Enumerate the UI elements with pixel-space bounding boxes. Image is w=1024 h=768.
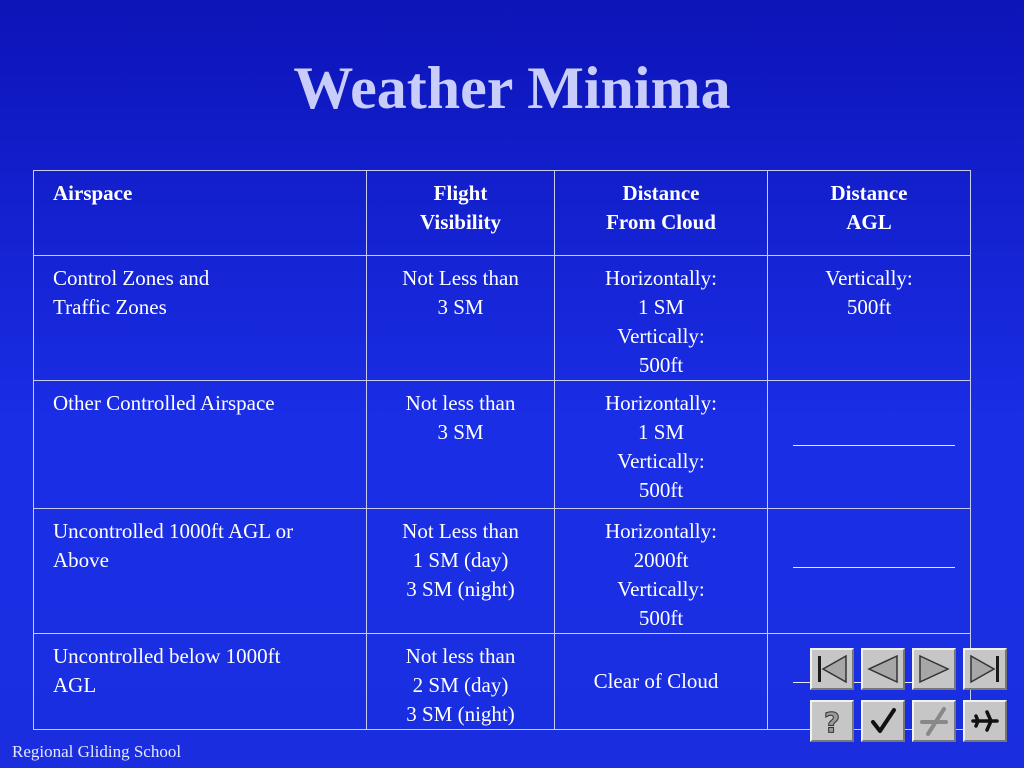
svg-text:?: ?	[823, 706, 841, 739]
cell-airspace: Uncontrolled 1000ft AGL or Above	[34, 509, 367, 634]
blank-line	[793, 567, 955, 568]
cell-airspace: Other Controlled Airspace	[34, 381, 367, 509]
first-slide-icon	[812, 650, 852, 688]
last-slide-button[interactable]	[963, 648, 1007, 690]
first-slide-button[interactable]	[810, 648, 854, 690]
header-airspace: Airspace	[34, 171, 367, 256]
cell-cloud: Horizontally: 1 SM Vertically: 500ft	[555, 381, 768, 509]
airplane-button[interactable]	[963, 700, 1007, 742]
next-slide-icon	[914, 650, 954, 688]
cell-agl-blank	[768, 381, 971, 509]
table-header-row	[34, 171, 971, 256]
cross-button[interactable]	[912, 700, 956, 742]
header-flight-visibility: Flight Visibility	[367, 171, 555, 256]
blank-line	[793, 445, 955, 446]
table-row	[34, 256, 971, 381]
check-button[interactable]	[861, 700, 905, 742]
last-slide-icon	[965, 650, 1005, 688]
cell-agl-blank	[768, 509, 971, 634]
cross-icon	[914, 702, 954, 740]
table-row	[34, 381, 971, 509]
help-button[interactable]	[810, 700, 854, 742]
cell-visibility: Not less than 3 SM	[367, 381, 555, 509]
header-distance-from-cloud: Distance From Cloud	[555, 171, 768, 256]
next-slide-button[interactable]	[912, 648, 956, 690]
cell-cloud: Clear of Cloud	[555, 634, 768, 730]
airplane-icon	[965, 702, 1005, 740]
checkmark-icon	[863, 702, 903, 740]
cell-visibility: Not Less than 1 SM (day) 3 SM (night)	[367, 509, 555, 634]
cell-cloud: Horizontally: 2000ft Vertically: 500ft	[555, 509, 768, 634]
header-distance-agl: Distance AGL	[768, 171, 971, 256]
previous-slide-button[interactable]	[861, 648, 905, 690]
cell-visibility: Not less than 2 SM (day) 3 SM (night)	[367, 634, 555, 730]
table-row	[34, 509, 971, 634]
cell-airspace: Control Zones and Traffic Zones	[34, 256, 367, 381]
slide-title: Weather Minima	[293, 55, 731, 121]
previous-slide-icon	[863, 650, 903, 688]
cell-agl: Vertically: 500ft	[768, 256, 971, 381]
weather-minima-table	[33, 170, 971, 730]
help-icon	[812, 702, 852, 740]
cell-cloud: Horizontally: 1 SM Vertically: 500ft	[555, 256, 768, 381]
cell-visibility: Not Less than 3 SM	[367, 256, 555, 381]
cell-airspace: Uncontrolled below 1000ft AGL	[34, 634, 367, 730]
footer-text: Regional Gliding School	[12, 742, 182, 761]
